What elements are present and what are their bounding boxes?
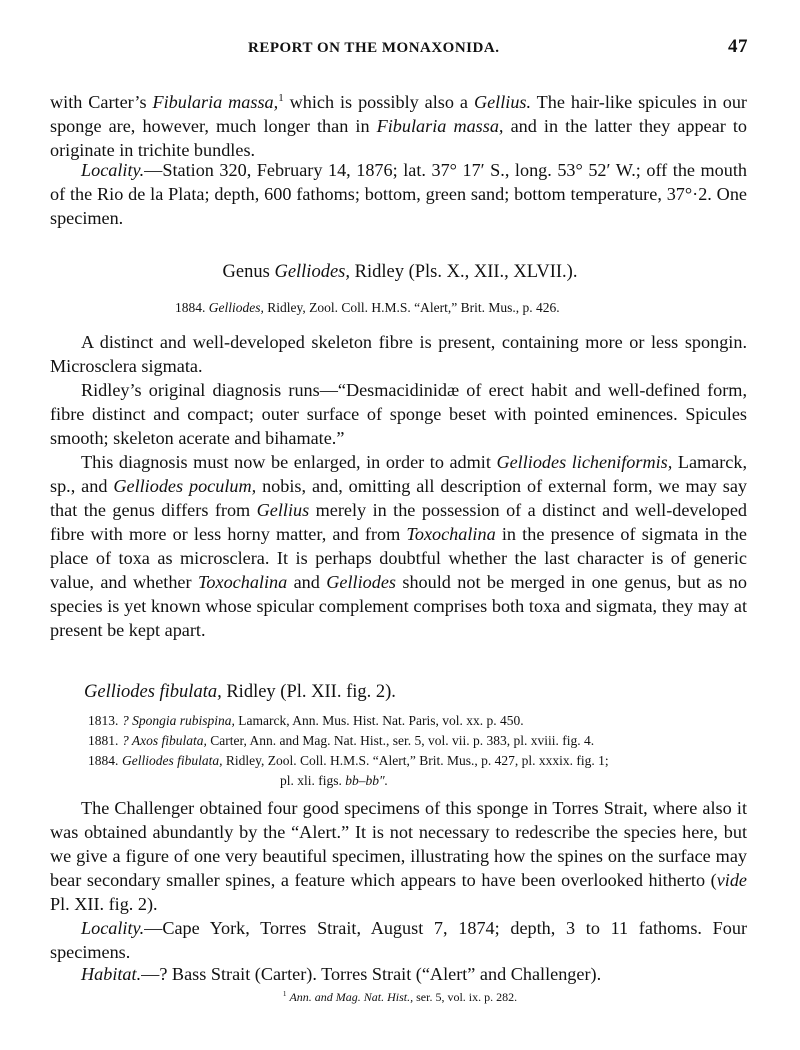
text-run: nobis, and, omitting all description of external form, we may say that the genus differs from bbox=[50, 476, 748, 520]
paragraph-fibularia bbox=[50, 86, 747, 162]
paragraph-locality-cape-york bbox=[50, 916, 747, 964]
footnote bbox=[0, 990, 800, 1005]
section-label: Locality. bbox=[81, 160, 145, 180]
synonym-name: ? Axos fibulata, bbox=[122, 733, 207, 748]
running-title: REPORT ON THE MONAXONIDA. bbox=[248, 40, 500, 56]
synonym-name: ? Spongia rubispina, bbox=[122, 713, 235, 728]
taxon-name: Gellius bbox=[256, 500, 310, 520]
synonym-entry bbox=[88, 711, 748, 731]
section-label: Habitat. bbox=[81, 964, 142, 984]
synonym-year: 1881. bbox=[88, 733, 119, 748]
species-name: Gelliodes fibulata, bbox=[84, 682, 222, 702]
taxon-name: Toxochalina bbox=[406, 524, 496, 544]
text-run: —Cape York, Torres Strait, August 7, 1874; depth, 3 to 11 fathoms. Four specimens. bbox=[50, 918, 747, 962]
reference-year: 1884. bbox=[175, 300, 206, 315]
synonymy-list bbox=[88, 711, 748, 791]
text-run: pl. xli. figs. bbox=[280, 773, 346, 788]
genus-heading bbox=[0, 262, 800, 283]
genus-name: Gelliodes, bbox=[274, 262, 350, 282]
synonym-year: 1813. bbox=[88, 713, 119, 728]
paragraph-habitat bbox=[50, 962, 747, 986]
text-run: with Carter’s bbox=[50, 92, 153, 113]
paragraph-locality-station-320 bbox=[50, 158, 747, 230]
footnote-source: Ann. and Mag. Nat. Hist., bbox=[289, 990, 414, 1004]
page-number: 47 bbox=[728, 36, 748, 57]
synonym-name: Gelliodes fibulata, bbox=[122, 753, 223, 768]
text-run: Genus bbox=[222, 262, 275, 282]
text-run: This diagnosis must now be enlarged, in order to admit bbox=[81, 452, 497, 472]
synonym-entry bbox=[88, 751, 748, 771]
figure-ref: bb–bb″. bbox=[345, 773, 389, 788]
text-run: Ridley (Pls. X., XII., XLVII.). bbox=[349, 262, 578, 282]
taxon-name: Gelliodes bbox=[326, 572, 396, 592]
footnote-mark: 1 bbox=[278, 92, 284, 104]
reference-taxon: Gelliodes, bbox=[208, 300, 264, 315]
footnote-text: ser. 5, vol. ix. p. 282. bbox=[413, 990, 518, 1004]
species-heading bbox=[84, 682, 396, 703]
text-run: Pl. XII. fig. 2). bbox=[50, 894, 158, 914]
synonym-text bbox=[122, 731, 748, 751]
section-label: Locality. bbox=[81, 918, 145, 938]
paragraph-skeleton-fibre: A distinct and well-developed skeleton fibre is present, containing more or less spongin. Microsclera sigmata. bbox=[50, 332, 747, 376]
footnote-mark: 1 bbox=[282, 990, 287, 998]
text-run: merely in the possession of a distinct and well-developed fibre with more or less horny matter, and from bbox=[50, 500, 747, 544]
synonym-year: 1884. bbox=[88, 753, 119, 768]
text-run: and bbox=[287, 572, 327, 592]
taxon-name: Toxochalina bbox=[197, 572, 288, 592]
taxon-name: Gelliodes poculum, bbox=[113, 476, 257, 496]
synonym-continuation bbox=[88, 771, 748, 791]
paragraph-ridley-diagnosis: Ridley’s original diagnosis runs—“Desmacidinidæ of erect habit and well-defined form, fibre distinct and compact; outer surface of sponge beset with pointed eminences. Spicules smooth; skeleton acerate and bihamate.” bbox=[50, 380, 747, 448]
text-run: Lamarck, sp., and bbox=[50, 452, 748, 496]
text-run: Ridley (Pl. XII. fig. 2). bbox=[221, 682, 396, 702]
synonym-reference: Ridley, Zool. Coll. H.M.S. “Alert,” Brit. Mus., p. 427, pl. xxxix. fig. 1; bbox=[222, 753, 609, 768]
paragraph-enlarged-diagnosis bbox=[50, 450, 747, 642]
taxon-name: Fibularia massa, bbox=[376, 116, 504, 137]
text-run: in the presence of sigmata in the place of toxa as microsclera. It is perhaps doubtful whether the last character is of generic value, and whether bbox=[50, 524, 747, 592]
text-run: The Challenger obtained four good specimens of this sponge in Torres Strait, where also it was obtained abundantly by the “Alert.” It is not necessary to redescribe the species here, but we give a figure of one very beautiful specimen, illustrating how the spines on the surface may bear secondary smaller spines, a feature which appears to have been overlooked hitherto ( bbox=[50, 798, 747, 890]
synonym-text bbox=[122, 711, 748, 731]
reference-text: Ridley, Zool. Coll. H.M.S. “Alert,” Brit. Mus., p. 426. bbox=[263, 300, 560, 315]
text-run: should not be merged in one genus, but as no species is yet known whose spicular complement comprises both toxa and sigmata, they may at present be kept apart. bbox=[50, 572, 747, 640]
synonym-entry bbox=[88, 731, 748, 751]
text-run: and in the latter they appear to originate in trichite bundles. bbox=[50, 116, 747, 161]
text-run: The hair-like spicules in our sponge are, however, much longer than in bbox=[50, 92, 747, 137]
synonym-reference: Carter, Ann. and Mag. Nat. Hist., ser. 5, vol. vii. p. 383, pl. xviii. fig. 4. bbox=[206, 733, 595, 748]
taxon-name: Gelliodes licheniformis, bbox=[496, 452, 673, 472]
text-run: which is possibly also a bbox=[283, 92, 474, 113]
taxon-name: Gellius. bbox=[473, 92, 532, 113]
taxon-name: Fibularia massa, bbox=[152, 92, 279, 113]
genus-reference bbox=[175, 298, 560, 318]
latin-term: vide bbox=[716, 870, 747, 890]
text-run: —Station 320, February 14, 1876; lat. 37° 17′ S., long. 53° 52′ W.; off the mouth of the Rio de la Plata; depth, 600 fathoms; bottom, green sand; bottom temperature, 37°·2. One specimen. bbox=[50, 160, 747, 228]
paragraph-challenger-specimens bbox=[50, 796, 747, 916]
text-run: —? Bass Strait (Carter). Torres Strait (“Alert” and Challenger). bbox=[141, 964, 602, 984]
synonym-reference: Lamarck, Ann. Mus. Hist. Nat. Paris, vol. xx. p. 450. bbox=[234, 713, 524, 728]
synonym-text bbox=[122, 751, 748, 771]
